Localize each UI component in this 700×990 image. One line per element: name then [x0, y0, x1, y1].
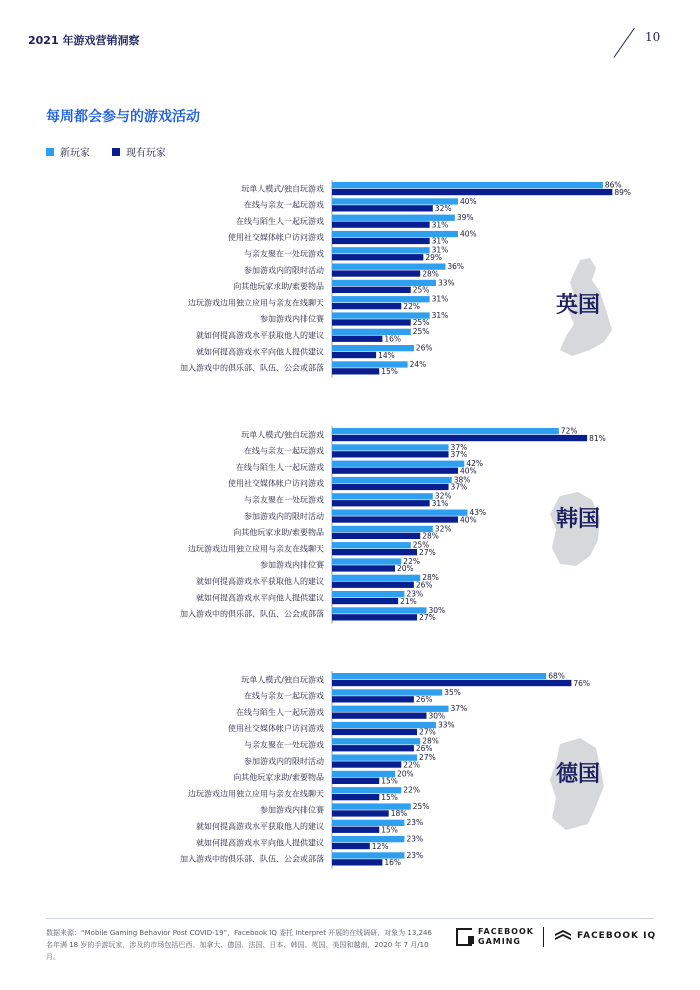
data-label-existing: 30%	[428, 711, 446, 721]
facebook-iq-icon	[555, 930, 571, 942]
data-label-existing: 76%	[573, 678, 591, 688]
category-label: 就如何提高游戏水平获取他人的建议	[196, 577, 324, 586]
data-label-existing: 15%	[381, 825, 398, 835]
data-label-existing: 15%	[381, 792, 398, 802]
category-label: 在线与陌生人一起玩游戏	[236, 216, 324, 226]
data-label-existing: 16%	[384, 858, 402, 868]
data-label-existing: 22%	[403, 301, 420, 311]
bar-new-players	[332, 836, 404, 842]
bar-existing-players	[332, 189, 612, 195]
bar-new-players	[332, 444, 449, 450]
data-label-existing: 40%	[460, 515, 477, 525]
data-label-new: 33%	[437, 720, 455, 730]
data-label-new: 40%	[460, 196, 477, 206]
category-label: 就如何提高游戏水平向他人提供建议	[196, 347, 324, 357]
bar-new-players	[332, 428, 559, 434]
data-label-existing: 26%	[415, 744, 433, 753]
source-footnote: 数据来源：“Mobile Gaming Behavior Post COVID-19”，Facebook IQ 委托 Interpret 开展的在线调研，对象为 13,246 名年满 18 岁的手游玩家，涉及的市场包括巴西、加拿大、德国、法国、日本、韩国、英国、美国和越南，2020 年 7 月/10 月。	[46, 929, 432, 961]
data-label-existing: 28%	[422, 531, 439, 541]
category-label: 使用社交媒体帐户访问游戏	[228, 479, 324, 489]
data-label-existing: 20%	[397, 564, 414, 574]
bar-existing-players	[332, 254, 423, 260]
data-label-existing: 12%	[371, 841, 389, 851]
data-label-new: 37%	[450, 442, 468, 452]
bar-existing-players	[332, 484, 449, 490]
data-label-new: 32%	[434, 524, 452, 534]
data-label-existing: 18%	[390, 809, 408, 819]
bar-existing-players	[332, 794, 379, 800]
bar-new-players	[332, 345, 414, 351]
bar-existing-players	[332, 238, 430, 244]
data-label-new: 39%	[456, 213, 474, 223]
footer-divider	[46, 918, 654, 919]
country-label: 韩国	[555, 507, 601, 532]
data-label-new: 23%	[406, 818, 424, 828]
bar-existing-players	[332, 468, 458, 474]
data-label-existing: 81%	[589, 433, 606, 443]
category-label: 加入游戏中的俱乐部、队伍、公会或部落	[180, 609, 324, 619]
data-label-existing: 31%	[431, 236, 449, 246]
data-label-new: 37%	[450, 704, 468, 714]
category-label: 参加游戏内排位赛	[260, 805, 324, 815]
bar-existing-players	[332, 500, 430, 506]
bar-new-players	[332, 247, 430, 253]
bar-new-players	[332, 182, 603, 188]
data-label-new: 25%	[412, 327, 430, 337]
bar-existing-players	[332, 598, 398, 604]
category-label: 参加游戏内排位赛	[260, 560, 324, 570]
category-label: 就如何提高游戏水平向他人提供建议	[196, 838, 324, 848]
data-label-existing: 31%	[431, 220, 449, 230]
category-label: 在线与亲友一起玩游戏	[244, 200, 324, 210]
facebook-gaming-wordmark-line2: GAMING	[478, 937, 521, 946]
country-label: 英国	[555, 293, 601, 318]
data-label-existing: 25%	[412, 285, 430, 295]
data-label-existing: 21%	[400, 596, 417, 606]
data-label-existing: 26%	[415, 695, 433, 705]
facebook-gaming-logo	[456, 927, 534, 947]
data-label-existing: 29%	[425, 253, 443, 262]
category-label: 与亲友聚在一处玩游戏	[244, 740, 324, 750]
data-label-existing: 15%	[381, 367, 398, 377]
bar-new-players	[332, 477, 452, 483]
data-label-new: 31%	[431, 310, 449, 320]
bar-existing-players	[332, 859, 382, 865]
category-label: 边玩游戏边用独立应用与亲友在线聊天	[188, 298, 324, 308]
category-label: 加入游戏中的俱乐部、队伍、公会或部落	[180, 854, 324, 864]
data-label-existing: 25%	[412, 318, 430, 328]
data-label-new: 36%	[447, 262, 465, 271]
category-label: 玩单人模式/独自玩游戏	[241, 430, 324, 440]
data-label-new: 42%	[466, 459, 483, 469]
data-label-new: 35%	[444, 687, 461, 697]
data-label-new: 86%	[604, 180, 622, 190]
bar-new-players	[332, 738, 420, 744]
category-label: 在线与陌生人一起玩游戏	[236, 707, 324, 717]
bar-new-players	[332, 461, 464, 467]
facebook-gaming-wordmark	[478, 927, 534, 947]
bar-new-players	[332, 673, 546, 679]
data-label-existing: 28%	[422, 269, 439, 279]
data-label-new: 23%	[406, 850, 424, 860]
data-label-new: 25%	[412, 801, 430, 811]
bar-existing-players	[332, 303, 401, 309]
facebook-gaming-wordmark-line1: FACEBOOK	[478, 927, 534, 936]
bar-existing-players	[332, 565, 395, 571]
data-label-existing: 31%	[431, 499, 449, 508]
bar-existing-players	[332, 843, 370, 849]
category-label: 玩单人模式/独自玩游戏	[241, 675, 324, 685]
category-label: 与亲友聚在一处玩游戏	[244, 495, 324, 505]
bar-existing-players	[332, 614, 417, 620]
data-label-existing: 89%	[614, 187, 632, 197]
bar-existing-players	[332, 810, 389, 816]
category-label: 在线与亲友一起玩游戏	[244, 446, 324, 456]
data-label-new: 27%	[419, 753, 436, 762]
category-label: 与亲友聚在一处玩游戏	[244, 249, 324, 259]
bar-existing-players	[332, 435, 587, 441]
data-label-new: 30%	[428, 605, 446, 615]
data-label-existing: 40%	[460, 466, 477, 476]
category-label: 参加游戏内的限时活动	[244, 265, 324, 275]
bar-existing-players	[332, 827, 379, 833]
category-label: 使用社交媒体帐户访问游戏	[228, 724, 324, 734]
bar-existing-players	[332, 352, 376, 358]
bar-existing-players	[332, 761, 401, 767]
data-label-new: 40%	[460, 229, 477, 239]
bar-new-players	[332, 591, 404, 597]
category-label: 就如何提高游戏水平向他人提供建议	[196, 593, 324, 603]
bar-existing-players	[332, 582, 414, 588]
category-label: 向其他玩家求助/索要物品	[233, 528, 324, 538]
category-label: 就如何提高游戏水平获取他人的建议	[196, 822, 324, 831]
data-label-existing: 26%	[415, 580, 433, 590]
bar-new-players	[332, 526, 433, 532]
data-label-existing: 27%	[419, 547, 436, 557]
facebook-iq-wordmark: FACEBOOK IQ	[577, 931, 657, 941]
bar-existing-players	[332, 745, 414, 751]
bar-existing-players	[332, 336, 382, 342]
bar-existing-players	[332, 222, 430, 228]
bar-existing-players	[332, 533, 420, 539]
bar-existing-players	[332, 287, 411, 293]
data-label-existing: 37%	[450, 482, 468, 492]
category-label: 在线与陌生人一起玩游戏	[236, 462, 324, 472]
page-number: 10	[645, 30, 661, 44]
bar-existing-players	[332, 729, 417, 735]
bar-existing-players	[332, 549, 417, 555]
data-label-new: 38%	[453, 475, 471, 485]
country-label: 德国	[555, 762, 601, 787]
bar-existing-players	[332, 270, 420, 276]
data-label-existing: 32%	[434, 204, 452, 214]
data-label-existing: 27%	[419, 613, 436, 623]
category-label: 使用社交媒体帐户访问游戏	[228, 233, 324, 243]
data-label-existing: 16%	[384, 334, 402, 344]
bar-new-players	[332, 510, 467, 516]
bar-existing-players	[332, 451, 449, 457]
data-label-new: 68%	[548, 671, 565, 681]
facebook-gaming-icon	[456, 928, 472, 946]
data-label-new: 31%	[431, 294, 449, 304]
data-label-new: 23%	[406, 589, 424, 599]
facebook-iq-logo	[555, 930, 656, 942]
bar-existing-players	[332, 516, 458, 522]
data-label-new: 26%	[415, 343, 433, 353]
bar-existing-players	[332, 368, 379, 374]
logo-divider	[543, 927, 544, 947]
data-label-new: 22%	[403, 785, 420, 795]
data-label-new: 25%	[412, 540, 430, 550]
category-label: 加入游戏中的俱乐部、队伍、公会或部落	[180, 363, 324, 373]
data-label-new: 43%	[469, 508, 487, 517]
category-label: 就如何提高游戏水平获取他人的建议	[196, 331, 324, 340]
category-label: 边玩游戏边用独立应用与亲友在线聊天	[188, 789, 324, 799]
bar-new-players	[332, 493, 433, 499]
category-label: 边玩游戏边用独立应用与亲友在线聊天	[188, 544, 324, 554]
data-label-new: 28%	[422, 573, 439, 583]
bar-existing-players	[332, 696, 414, 702]
data-label-existing: 37%	[450, 450, 468, 460]
legend-label-new: 新玩家	[60, 148, 90, 159]
bar-new-players	[332, 542, 411, 548]
category-label: 在线与亲友一起玩游戏	[244, 691, 324, 701]
data-label-new: 33%	[437, 278, 455, 288]
bar-existing-players	[332, 205, 433, 211]
category-label: 参加游戏内的限时活动	[244, 511, 324, 521]
bar-existing-players	[332, 680, 571, 686]
data-label-existing: 22%	[403, 760, 420, 770]
bar-new-players	[332, 558, 401, 564]
data-label-new: 72%	[560, 426, 578, 436]
data-label-existing: 15%	[381, 776, 398, 786]
data-label-new: 24%	[409, 359, 427, 369]
data-label-new: 22%	[403, 556, 420, 566]
data-label-existing: 27%	[419, 727, 436, 737]
category-label: 参加游戏内的限时活动	[244, 756, 324, 766]
category-label: 玩单人模式/独自玩游戏	[241, 184, 324, 194]
data-label-new: 28%	[422, 736, 439, 746]
category-label: 向其他玩家求助/索要物品	[233, 282, 324, 292]
bar-existing-players	[332, 778, 379, 784]
bar-new-players	[332, 607, 427, 613]
legend-label-existing: 现有玩家	[126, 148, 166, 159]
data-label-existing: 14%	[378, 350, 395, 360]
data-label-new: 23%	[406, 834, 424, 844]
data-label-new: 20%	[397, 769, 414, 779]
report-header-title: 2021 年游戏营销洞察	[28, 34, 140, 47]
data-label-new: 31%	[431, 245, 449, 255]
category-label: 向其他玩家求助/索要物品	[233, 773, 324, 783]
data-label-new: 32%	[434, 491, 452, 501]
bar-existing-players	[332, 713, 427, 719]
section-title: 每周都会参与的游戏活动	[46, 109, 200, 125]
bar-existing-players	[332, 319, 411, 325]
category-label: 参加游戏内排位赛	[260, 314, 324, 324]
bar-new-players	[332, 575, 420, 581]
